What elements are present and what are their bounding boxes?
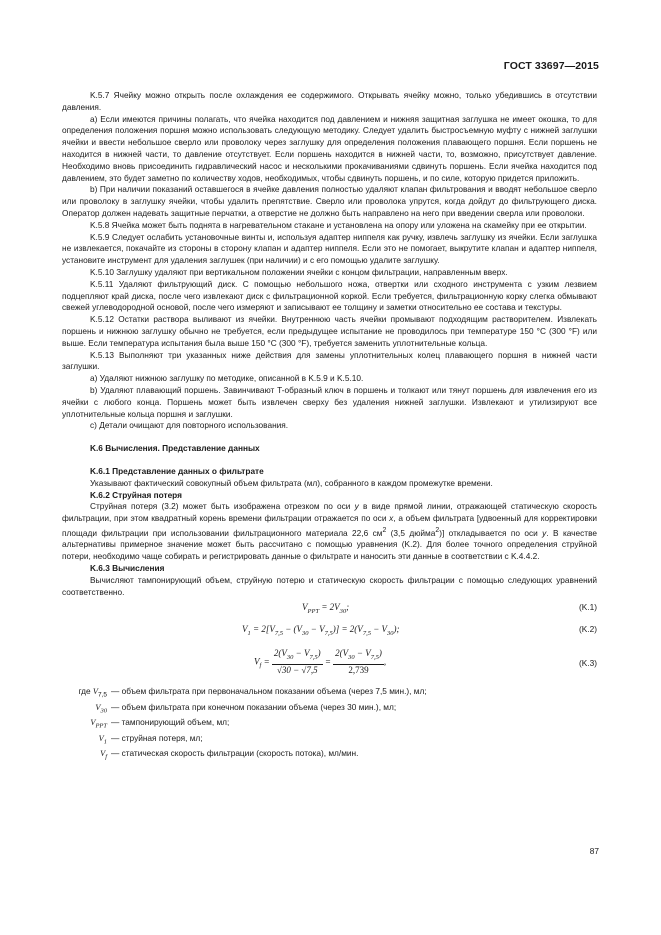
- symbol-legend: [62, 686, 597, 763]
- equation-number: (K.1): [579, 602, 597, 613]
- legend-row: [62, 702, 597, 717]
- paragraph: K.5.10 Заглушку удаляют при вертикальном положении ячейки с концом фильтрации, направленным вверх.: [90, 266, 508, 277]
- equation-k3: $V_f$ = $\frac{2(V_{30} - V_{7,5})}{√30 - √7,5}$ = $\frac{2(V_{30} - V_{7,5})}{2,739}$ , (K.3): [254, 648, 597, 676]
- section-heading: K.6 Вычисления. Представление данных: [90, 443, 260, 454]
- legend-row: [62, 686, 597, 701]
- equation-number: (K.2): [579, 624, 597, 635]
- equation-k2: $V_1 = 2[V_{7,5} - (V_{30} - V_{7,5})] = 2(V_{7,5} - V_{30})$; (K.2): [242, 624, 597, 638]
- paragraph: K.5.9 Следует ослабить установочные винты и, используя адаптер ниппеля как ручку, извлечь заглушку из ячейки. Если заглушка не извлекается, покачайте из стороны в сторону клапан и адаптер ниппеля. Если это не помогает, выкрутите клапан и адаптер ниппеля, установите инструмент для удаления заглушек (при наличии) и с его помощью удалите заглушку.: [62, 231, 597, 266]
- document-body: [62, 90, 597, 764]
- section-heading: K.6.2 Струйная потеря: [90, 489, 182, 500]
- legend-symbol: $V_1$: [98, 733, 107, 746]
- paragraph: b) При наличии показаний оставшегося в ячейке давления полностью удаляют клапан фильтрования и вводят небольшое сверло или проволоку в заглушку ячейки, чтобы удалить препятствие. Сверло или проволока упрутся, когда дойдут до фильтрующего диска. Оператор должен надевать защитные перчатки, а отверстие не должно быть направлено на него при введении сверла или проволоки.: [62, 184, 597, 218]
- paragraph: K.5.11 Удаляют фильтрующий диск. С помощью небольшого ножа, отвертки или сходного инструмента с узким лезвием подцепляют край диска, после чего извлекают диск с фильтрационной коркой. Если требуется, фильтрационную корку слегка обмывают свежей углеводородной основой, после чего измеряют и записывают ее толщину и заметки относительно ее состава и текстуры.: [62, 278, 597, 313]
- paragraph: K.5.13 Выполняют три указанных ниже действия для замены уплотнительных колец плавающего поршня в нижней части заглушки.: [62, 349, 597, 372]
- equation-number: (K.3): [579, 658, 597, 669]
- paragraph-list: [62, 90, 597, 501]
- legend-description: — объем фильтрата при первоначальном показании объема (через 7,5 мин.), мл;: [111, 686, 427, 697]
- page-number: 87: [589, 846, 599, 856]
- paragraph: K.5.12 Остатки раствора выливают из ячейки. Внутреннюю часть ячейки промывают подходящим растворителем. Извлекать поршень и нижнюю заглушку обычно не требуется, если предыдущее испытание не проводилось при температуре 150 °C (300 °F) или выше. Если температура испытания была выше 150 °C (300 °F), требуется заменить уплотнительные кольца.: [62, 314, 597, 348]
- equation-k1: $V_{PPT} = 2V_{30}$; (K.1): [302, 602, 597, 616]
- calc-intro: Вычисляют тампонирующий объем, струйную потерю и статическую скорость фильтрации с помощью следующих уравнений соответственно.: [62, 574, 597, 597]
- section-heading: K.6.1 Представление данных о фильтрате: [90, 465, 264, 476]
- equation-constant: 2,739: [348, 665, 369, 676]
- calc-heading: K.6.3 Вычисления: [90, 563, 165, 574]
- legend-row: [62, 717, 597, 732]
- legend-symbol: $V_f$: [100, 749, 107, 761]
- paragraph: b) Удаляют плавающий поршень. Завинчивают T-образный ключ в поршень и толкают или тянут поршень для извлечения его из ячейки с любого конца. Поршень может быть извлечен сверху без удаления нижней заглушки. Извлекают и утилизируют все уплотнительные кольца поршня и заглушки.: [62, 384, 597, 419]
- document-code-header: ГОСТ 33697—2015: [503, 60, 599, 72]
- spurt-loss-paragraph: Струйная потеря (3.2) может быть изображена отрезком по оси y в виде прямой линии, отражающей статическую скорость фильтрации, при этом квадратный корень времени фильтрации отражается по оси x, а объем фильтрата [удвоенный для корректировки площади фильтрации при использовании фильтрационного материала 22,6 $см^2$ (3,5 дюйма$^2$)] откладывается по оси y. В качестве альтернативы примерное значение может быть рассчитано с помощью уравнения (K.2). Для более точного определения струйной потери, необходимо чаще собирать и регистрировать данные о фильтрате и наносить эти данные в соответствии с K.4.4.2.: [62, 501, 597, 562]
- legend-symbol: $V_{30}$: [95, 702, 107, 715]
- paragraph: K.5.7 Ячейку можно открыть после охлаждения ее содержимого. Открывать ячейку можно, только убедившись в отсутствии давления.: [62, 90, 597, 112]
- legend-description: — струйная потеря, мл;: [111, 732, 203, 743]
- legend-row: [62, 733, 597, 748]
- legend-description: — статическая скорость фильтрации (скорость потока), мл/мин.: [111, 748, 359, 759]
- legend-symbol: где $V_{7,5}$: [78, 686, 107, 700]
- paragraph: K.5.8 Ячейка может быть поднята в нагревательном стакане и установлена на опору или уложена на скамейку при ее открытии.: [90, 219, 587, 230]
- legend-row: [62, 748, 597, 763]
- paragraph: Указывают фактический совокупный объем фильтрата (мл), собранного в каждом промежутке времени.: [90, 477, 493, 488]
- legend-description: — объем фильтрата при конечном показании объема (через 30 мин.), мл;: [111, 701, 397, 712]
- legend-symbol: $V_{PPT}$: [90, 718, 107, 730]
- paragraph: c) Детали очищают для повторного использования.: [90, 420, 289, 431]
- paragraph: a) Если имеются причины полагать, что ячейка находится под давлением и нижняя защитная заглушка не имеет окошка, то для определения положения поршня можно использовать следующую методику. Следует удалить быстросъемную муфту с нижней заглушки ячейки и ввести небольшое сверло или проволоку через заглушку для определения положения плавающего поршня. Если поршень не находится в нижней части, то давление отсутствует. Если поршень находится в нижней части, то, возможно, присутствует давление. Необходимо вновь присоединить гидравлический насос и несколькими прокачиваниями сдвинуть поршень. Если ячейка находится под давлением, это будет заметно по количеству ходов, необходимых, чтобы сдвинуть поршень, и по силе, которую придется приложить.: [62, 113, 597, 183]
- paragraph: a) Удаляют нижнюю заглушку по методике, описанной в K.5.9 и K.5.10.: [90, 373, 364, 384]
- legend-description: — тампонирующий объем, мл;: [111, 717, 230, 728]
